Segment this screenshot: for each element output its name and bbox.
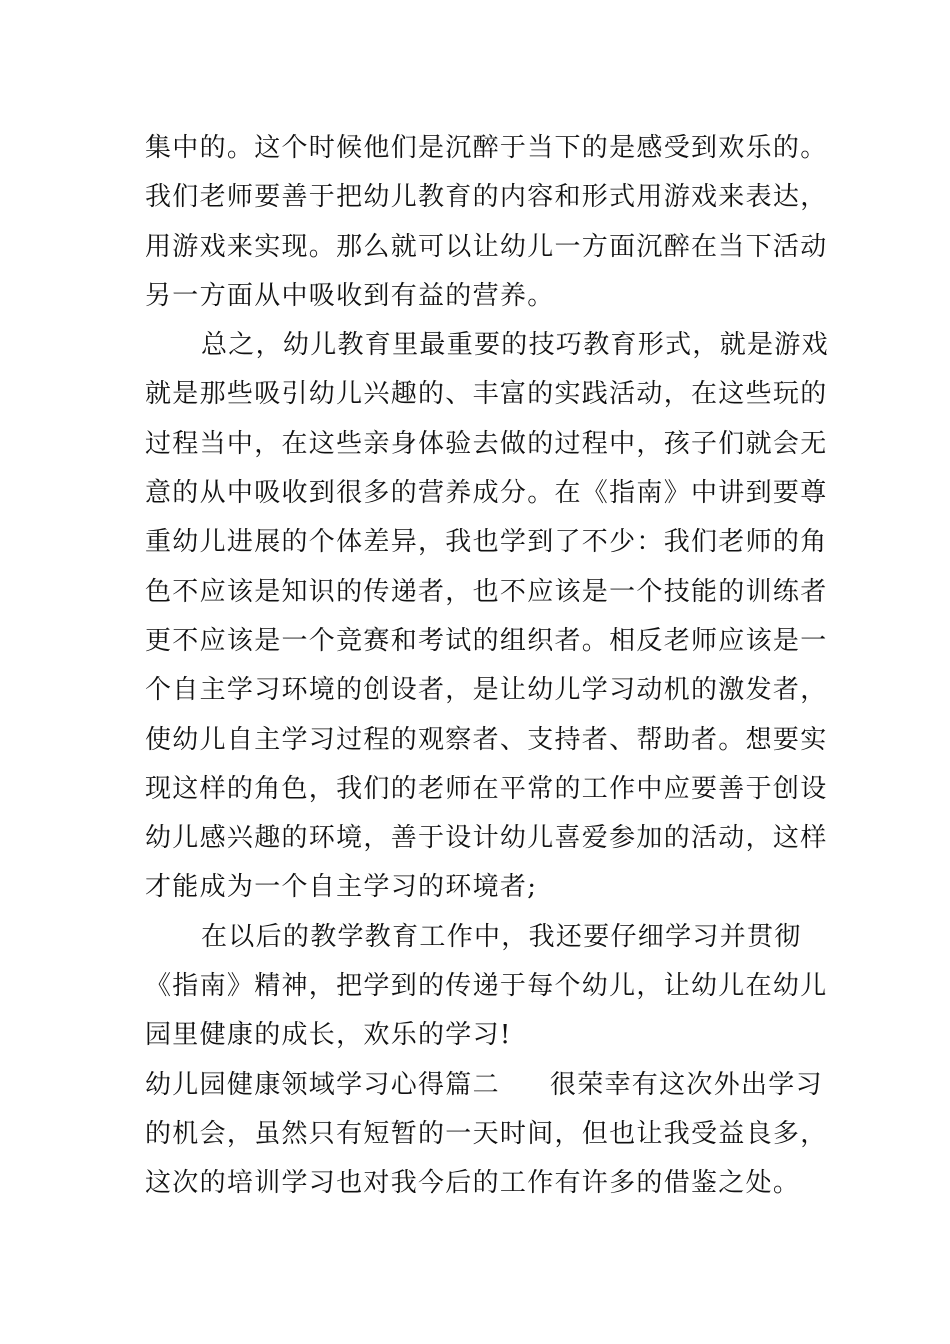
text-line: 用游戏来实现。那么就可以让幼儿一方面沉醉在当下活动: [145, 231, 828, 262]
text-line: 色不应该是知识的传递者，也不应该是一个技能的训练者: [145, 576, 828, 607]
text-line: 意的从中吸收到很多的营养成分。在《指南》中讲到要尊: [145, 478, 828, 509]
text-line: 很荣幸有这次外出学习: [549, 1069, 823, 1100]
section-title-line: [145, 1061, 825, 1110]
document-body: [145, 124, 829, 1209]
text-line: 的机会，虽然只有短暂的一天时间，但也让我受益良多，: [145, 1118, 828, 1149]
text-line: 才能成为一个自主学习的环境者;: [145, 872, 538, 903]
text-line: 园里健康的成长，欢乐的学习!: [145, 1020, 512, 1051]
text-line: 使幼儿自主学习过程的观察者、支持者、帮助者。想要实: [145, 724, 828, 755]
text-line: 更不应该是一个竞赛和考试的组织者。相反老师应该是一: [145, 625, 828, 656]
section-title: 幼儿园健康领域学习心得篇二: [145, 1069, 500, 1100]
text-line: 幼儿感兴趣的环境，善于设计幼儿喜爱参加的活动，这样: [145, 823, 828, 854]
text-line: 个自主学习环境的创设者，是让幼儿学习动机的激发者，: [145, 675, 828, 706]
paragraph-first-line: 总之，幼儿教育里最重要的技巧教育形式，就是游戏: [201, 330, 829, 361]
text-line: 现这样的角色，我们的老师在平常的工作中应要善于创设: [145, 773, 828, 804]
text-line: 集中的。这个时候他们是沉醉于当下的是感受到欢乐的。: [145, 133, 828, 163]
text-line: 《指南》精神，把学到的传递于每个幼儿，让幼儿在幼儿: [145, 971, 828, 1002]
text-line: 重幼儿进展的个体差异，我也学到了不少：我们老师的角: [145, 527, 828, 558]
text-line: 我们老师要善于把幼儿教育的内容和形式用游戏来表达，: [145, 182, 828, 213]
text-line: 过程当中，在这些亲身体验去做的过程中，孩子们就会无: [145, 428, 828, 459]
text-line: 就是那些吸引幼儿兴趣的、丰富的实践活动，在这些玩的: [145, 379, 828, 410]
text-line: 另一方面从中吸收到有益的营养。: [145, 280, 555, 311]
paragraph-first-line: 在以后的教学教育工作中，我还要仔细学习并贯彻: [201, 921, 802, 952]
text-line: 这次的培训学习也对我今后的工作有许多的借鉴之处。: [145, 1168, 801, 1199]
